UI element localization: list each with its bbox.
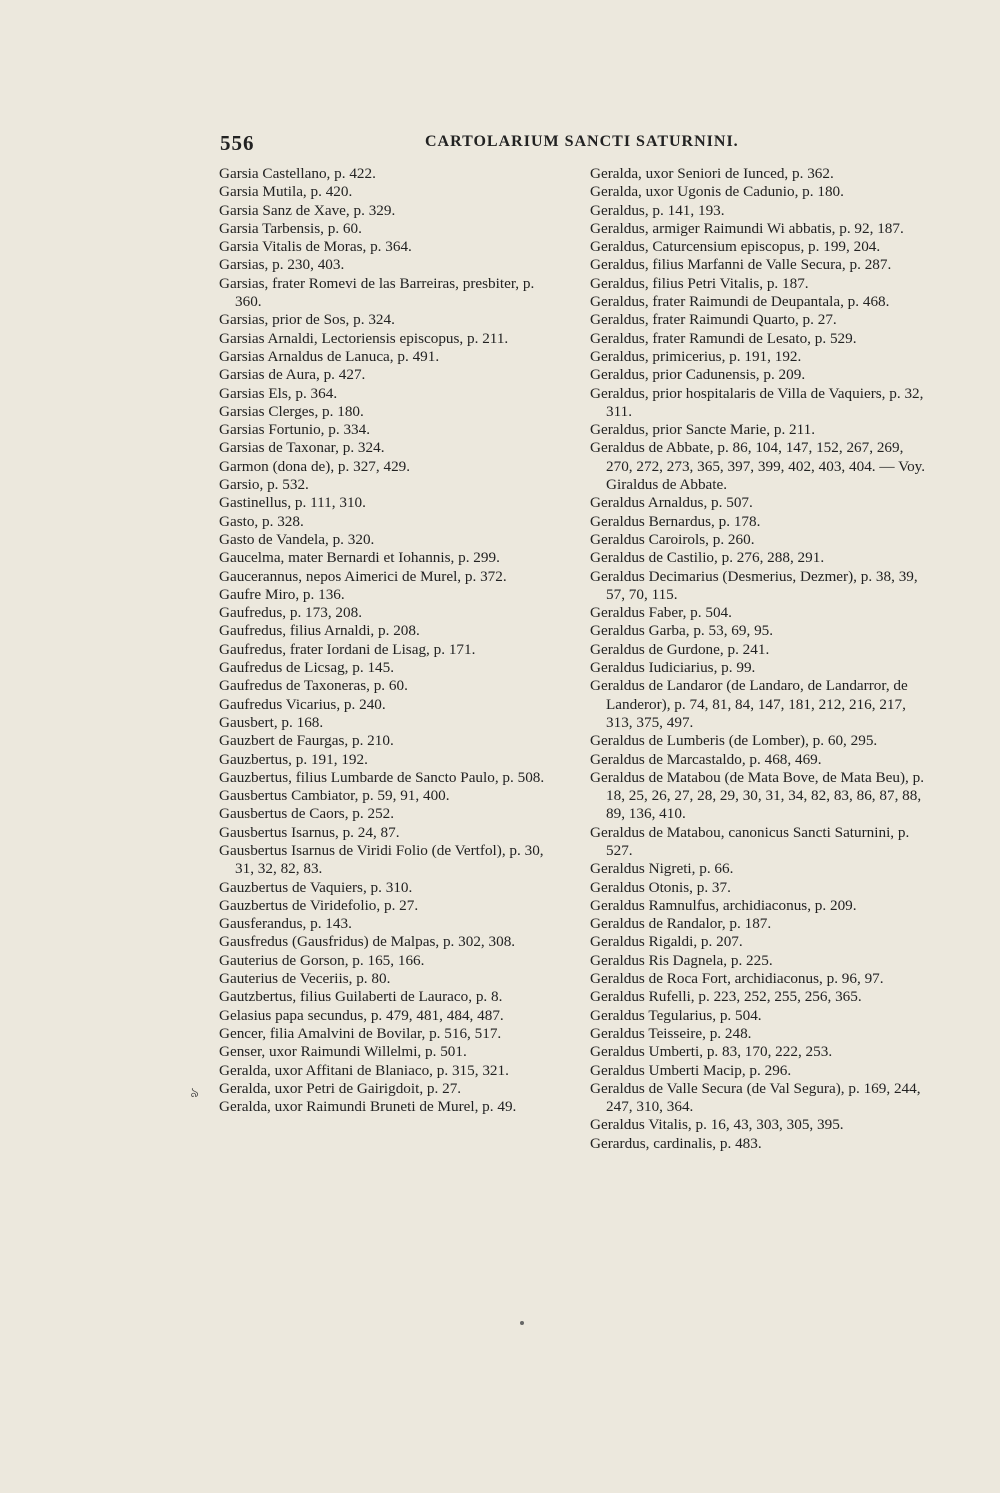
index-entry: Geraldus Teisseire, p. 248. bbox=[590, 1024, 752, 1042]
index-entry: Geraldus de Randalor, p. 187. bbox=[590, 915, 772, 933]
index-entry: Gausbertus Isarnus, p. 24, 87. bbox=[219, 823, 400, 841]
index-entry: Gaufredus de Taxoneras, p. 60. bbox=[219, 677, 408, 695]
index-entry: Garsias Arnaldus de Lanuca, p. 491. bbox=[219, 347, 440, 365]
index-entry: Gerardus, cardinalis, p. 483. bbox=[590, 1134, 762, 1152]
index-entry: Gauzbertus de Vaquiers, p. 310. bbox=[219, 878, 413, 896]
index-entry: Geraldus de Marcastaldo, p. 468, 469. bbox=[590, 750, 822, 768]
index-entry: Geraldus de Gurdone, p. 241. bbox=[590, 640, 770, 658]
index-entry: Gauzbertus, filius Lumbarde de Sancto Paulo, p. 508. bbox=[219, 768, 545, 786]
index-entry: Gauzbert de Faurgas, p. 210. bbox=[219, 732, 394, 750]
index-entry: Geraldus de Matabou, canonicus Sancti Saturnini, p. 527. bbox=[590, 823, 910, 859]
index-entry: Geraldus de Matabou (de Mata Bove, de Mata Beu), p. 18, 25, 26, 27, 28, 29, 30, 31, 34, 82, 83, 86, 87, 88, 89, 136, 410. bbox=[590, 768, 925, 823]
index-entry: Geraldus, prior Sancte Marie, p. 211. bbox=[590, 421, 816, 439]
index-entry: Geraldus Umberti, p. 83, 170, 222, 253. bbox=[590, 1043, 833, 1061]
index-entry: Geraldus de Lumberis (de Lomber), p. 60, 295. bbox=[590, 732, 878, 750]
index-entry: Garsias de Taxonar, p. 324. bbox=[219, 439, 385, 457]
index-entry: Geralda, uxor Seniori de Iunced, p. 362. bbox=[590, 165, 834, 182]
index-entry: Gastinellus, p. 111, 310. bbox=[219, 494, 366, 512]
index-entry: Gausbertus Isarnus de Viridi Folio (de Vertfol), p. 30, 31, 32, 82, 83. bbox=[219, 841, 544, 878]
index-entry: Garsia Sanz de Xave, p. 329. bbox=[219, 201, 396, 219]
index-entry: Garsia Mutila, p. 420. bbox=[219, 183, 353, 201]
index-entry: Geralda, uxor Ugonis de Cadunio, p. 180. bbox=[590, 183, 844, 201]
index-entry: Garsias de Aura, p. 427. bbox=[219, 366, 366, 384]
index-entry: Geraldus Decimarius (Desmerius, Dezmer), p. 38, 39, 57, 70, 115. bbox=[590, 567, 918, 603]
index-entry: Geralda, uxor Raimundi Bruneti de Murel, p. 49. bbox=[219, 1098, 517, 1116]
index-entry: Geraldus Ramnulfus, archidiaconus, p. 209. bbox=[590, 896, 857, 914]
index-entry: Garsia Tarbensis, p. 60. bbox=[219, 219, 362, 237]
index-entry: Genser, uxor Raimundi Willelmi, p. 501. bbox=[219, 1043, 467, 1061]
index-entry: Geraldus, p. 141, 193. bbox=[590, 201, 725, 219]
index-entry: Geraldus Umberti Macip, p. 296. bbox=[590, 1061, 792, 1079]
index-entry: Geraldus de Valle Secura (de Val Segura), p. 169, 244, 247, 310, 364. bbox=[590, 1079, 921, 1116]
index-entry: Gelasius papa secundus, p. 479, 481, 484, 487. bbox=[219, 1006, 504, 1024]
index-entry: Geralda, uxor Affitani de Blaniaco, p. 315, 321. bbox=[219, 1061, 509, 1079]
index-entry: Geraldus, Caturcensium episcopus, p. 199, 204. bbox=[590, 238, 881, 256]
index-entry: Garsias Fortunio, p. 334. bbox=[219, 421, 371, 439]
page-header bbox=[220, 131, 930, 157]
index-entry: Gauzbertus, p. 191, 192. bbox=[219, 750, 368, 768]
index-entry: Gausbertus Cambiator, p. 59, 91, 400. bbox=[219, 787, 450, 805]
index-entry: Geraldus Arnaldus, p. 507. bbox=[590, 494, 753, 512]
index-entry: Garsias Els, p. 364. bbox=[219, 384, 338, 402]
index-entry: Geraldus, prior hospitalaris de Villa de Vaquiers, p. 32, 311. bbox=[590, 384, 924, 420]
index-entry: Geraldus, filius Petri Vitalis, p. 187. bbox=[590, 274, 809, 292]
index-entry: Gausbertus de Caors, p. 252. bbox=[219, 805, 395, 823]
index-entry: Geraldus de Roca Fort, archidiaconus, p. 96, 97. bbox=[590, 970, 884, 988]
index-entry: Gaufredus Vicarius, p. 240. bbox=[219, 695, 386, 713]
index-entry: Garsia Vitalis de Moras, p. 364. bbox=[219, 238, 412, 256]
index-entry: Geraldus Faber, p. 504. bbox=[590, 604, 732, 622]
index-column-right bbox=[590, 165, 930, 1153]
index-entry: Geraldus Rufelli, p. 223, 252, 255, 256, 365. bbox=[590, 988, 862, 1006]
margin-mark: ৯ bbox=[190, 1086, 200, 1101]
index-entry: Gaucerannus, nepos Aimerici de Murel, p. 372. bbox=[219, 567, 507, 585]
index-entry: Geraldus Caroirols, p. 260. bbox=[590, 530, 755, 548]
index-entry: Gaufredus, p. 173, 208. bbox=[219, 604, 362, 622]
index-entry: Gaufredus, filius Arnaldi, p. 208. bbox=[219, 622, 420, 640]
index-entry: Gauterius de Veceriis, p. 80. bbox=[219, 970, 391, 988]
index-entry: Gaucelma, mater Bernardi et Iohannis, p. 299. bbox=[219, 549, 500, 567]
index-entry: Geraldus, frater Raimundi de Deupantala, p. 468. bbox=[590, 293, 890, 311]
index-entry: Gautzbertus, filius Guilaberti de Lauraco, p. 8. bbox=[219, 988, 503, 1006]
index-entry: Gaufredus, frater Iordani de Lisag, p. 171. bbox=[219, 640, 476, 658]
index-entry: Garsias, frater Romevi de las Barreiras, presbiter, p. 360. bbox=[219, 274, 535, 311]
index-entry: Geraldus Tegularius, p. 504. bbox=[590, 1006, 762, 1024]
index-entry: Geraldus Garba, p. 53, 69, 95. bbox=[590, 622, 774, 640]
index-entry: Gasto, p. 328. bbox=[219, 512, 304, 530]
index-entry: Gaufredus de Licsag, p. 145. bbox=[219, 659, 395, 677]
index-entry: Garmon (dona de), p. 327, 429. bbox=[219, 457, 411, 475]
index-entry: Gausferandus, p. 143. bbox=[219, 915, 352, 933]
index-entry: Garsias Clerges, p. 180. bbox=[219, 402, 364, 420]
index-entry: Garsias, p. 230, 403. bbox=[219, 256, 345, 274]
index-entry: Gauterius de Gorson, p. 165, 166. bbox=[219, 951, 425, 969]
index-entry: Geraldus Ris Dagnela, p. 225. bbox=[590, 951, 773, 969]
index-entry: Gasto de Vandela, p. 320. bbox=[219, 530, 375, 548]
index-entry: Garsia Castellano, p. 422. bbox=[219, 165, 376, 182]
index-entry: Gaufre Miro, p. 136. bbox=[219, 585, 345, 603]
index-entry: Geraldus, primicerius, p. 191, 192. bbox=[590, 347, 802, 365]
index-entry: Garsias Arnaldi, Lectoriensis episcopus, p. 211. bbox=[219, 329, 509, 347]
index-entry: Geraldus, filius Marfanni de Valle Secura, p. 287. bbox=[590, 256, 892, 274]
index-entry: Geraldus de Landaror (de Landaro, de Landarror, de Landeror), p. 74, 81, 84, 147, 181, 212, 216, 217, 313, 375, 497. bbox=[590, 677, 908, 731]
index-entry: Geralda, uxor Petri de Gairigdoit, p. 27. bbox=[219, 1079, 462, 1097]
index-entry: Geraldus Bernardus, p. 178. bbox=[590, 512, 761, 530]
index-entry: Geraldus Vitalis, p. 16, 43, 303, 305, 395. bbox=[590, 1116, 844, 1134]
running-title: CARTOLARIUM SANCTI SATURNINI. bbox=[425, 133, 739, 150]
index-entry: Geraldus Nigreti, p. 66. bbox=[590, 860, 734, 878]
index-entry: Gausbert, p. 168. bbox=[219, 713, 324, 731]
index-entry: Geraldus, frater Raimundi Quarto, p. 27. bbox=[590, 311, 837, 329]
index-entry: Geraldus Rigaldi, p. 207. bbox=[590, 933, 743, 951]
index-entry: Geraldus Iudiciarius, p. 99. bbox=[590, 659, 756, 677]
page-number: 556 bbox=[220, 131, 255, 155]
ink-dot bbox=[520, 1321, 524, 1325]
index-entry: Geraldus, frater Ramundi de Lesato, p. 529. bbox=[590, 329, 857, 347]
index-entry: Geraldus Otonis, p. 37. bbox=[590, 878, 731, 896]
index-entry: Geraldus de Abbate, p. 86, 104, 147, 152, 267, 269, 270, 272, 273, 365, 397, 399, 402, 403, 404. — Voy. Giraldus de Abbate. bbox=[590, 439, 926, 494]
index-column-left bbox=[219, 165, 559, 1116]
index-entry: Gausfredus (Gausfridus) de Malpas, p. 302, 308. bbox=[219, 933, 516, 951]
index-entry: Geraldus, armiger Raimundi Wi abbatis, p. 92, 187. bbox=[590, 219, 904, 237]
index-entry: Garsio, p. 532. bbox=[219, 476, 309, 494]
index-entry: Geraldus, prior Cadunensis, p. 209. bbox=[590, 366, 806, 384]
index-entry: Gauzbertus de Viridefolio, p. 27. bbox=[219, 896, 419, 914]
index-entry: Geraldus de Castilio, p. 276, 288, 291. bbox=[590, 549, 825, 567]
index-entry: Garsias, prior de Sos, p. 324. bbox=[219, 311, 395, 329]
index-entry: Gencer, filia Amalvini de Bovilar, p. 516, 517. bbox=[219, 1024, 502, 1042]
